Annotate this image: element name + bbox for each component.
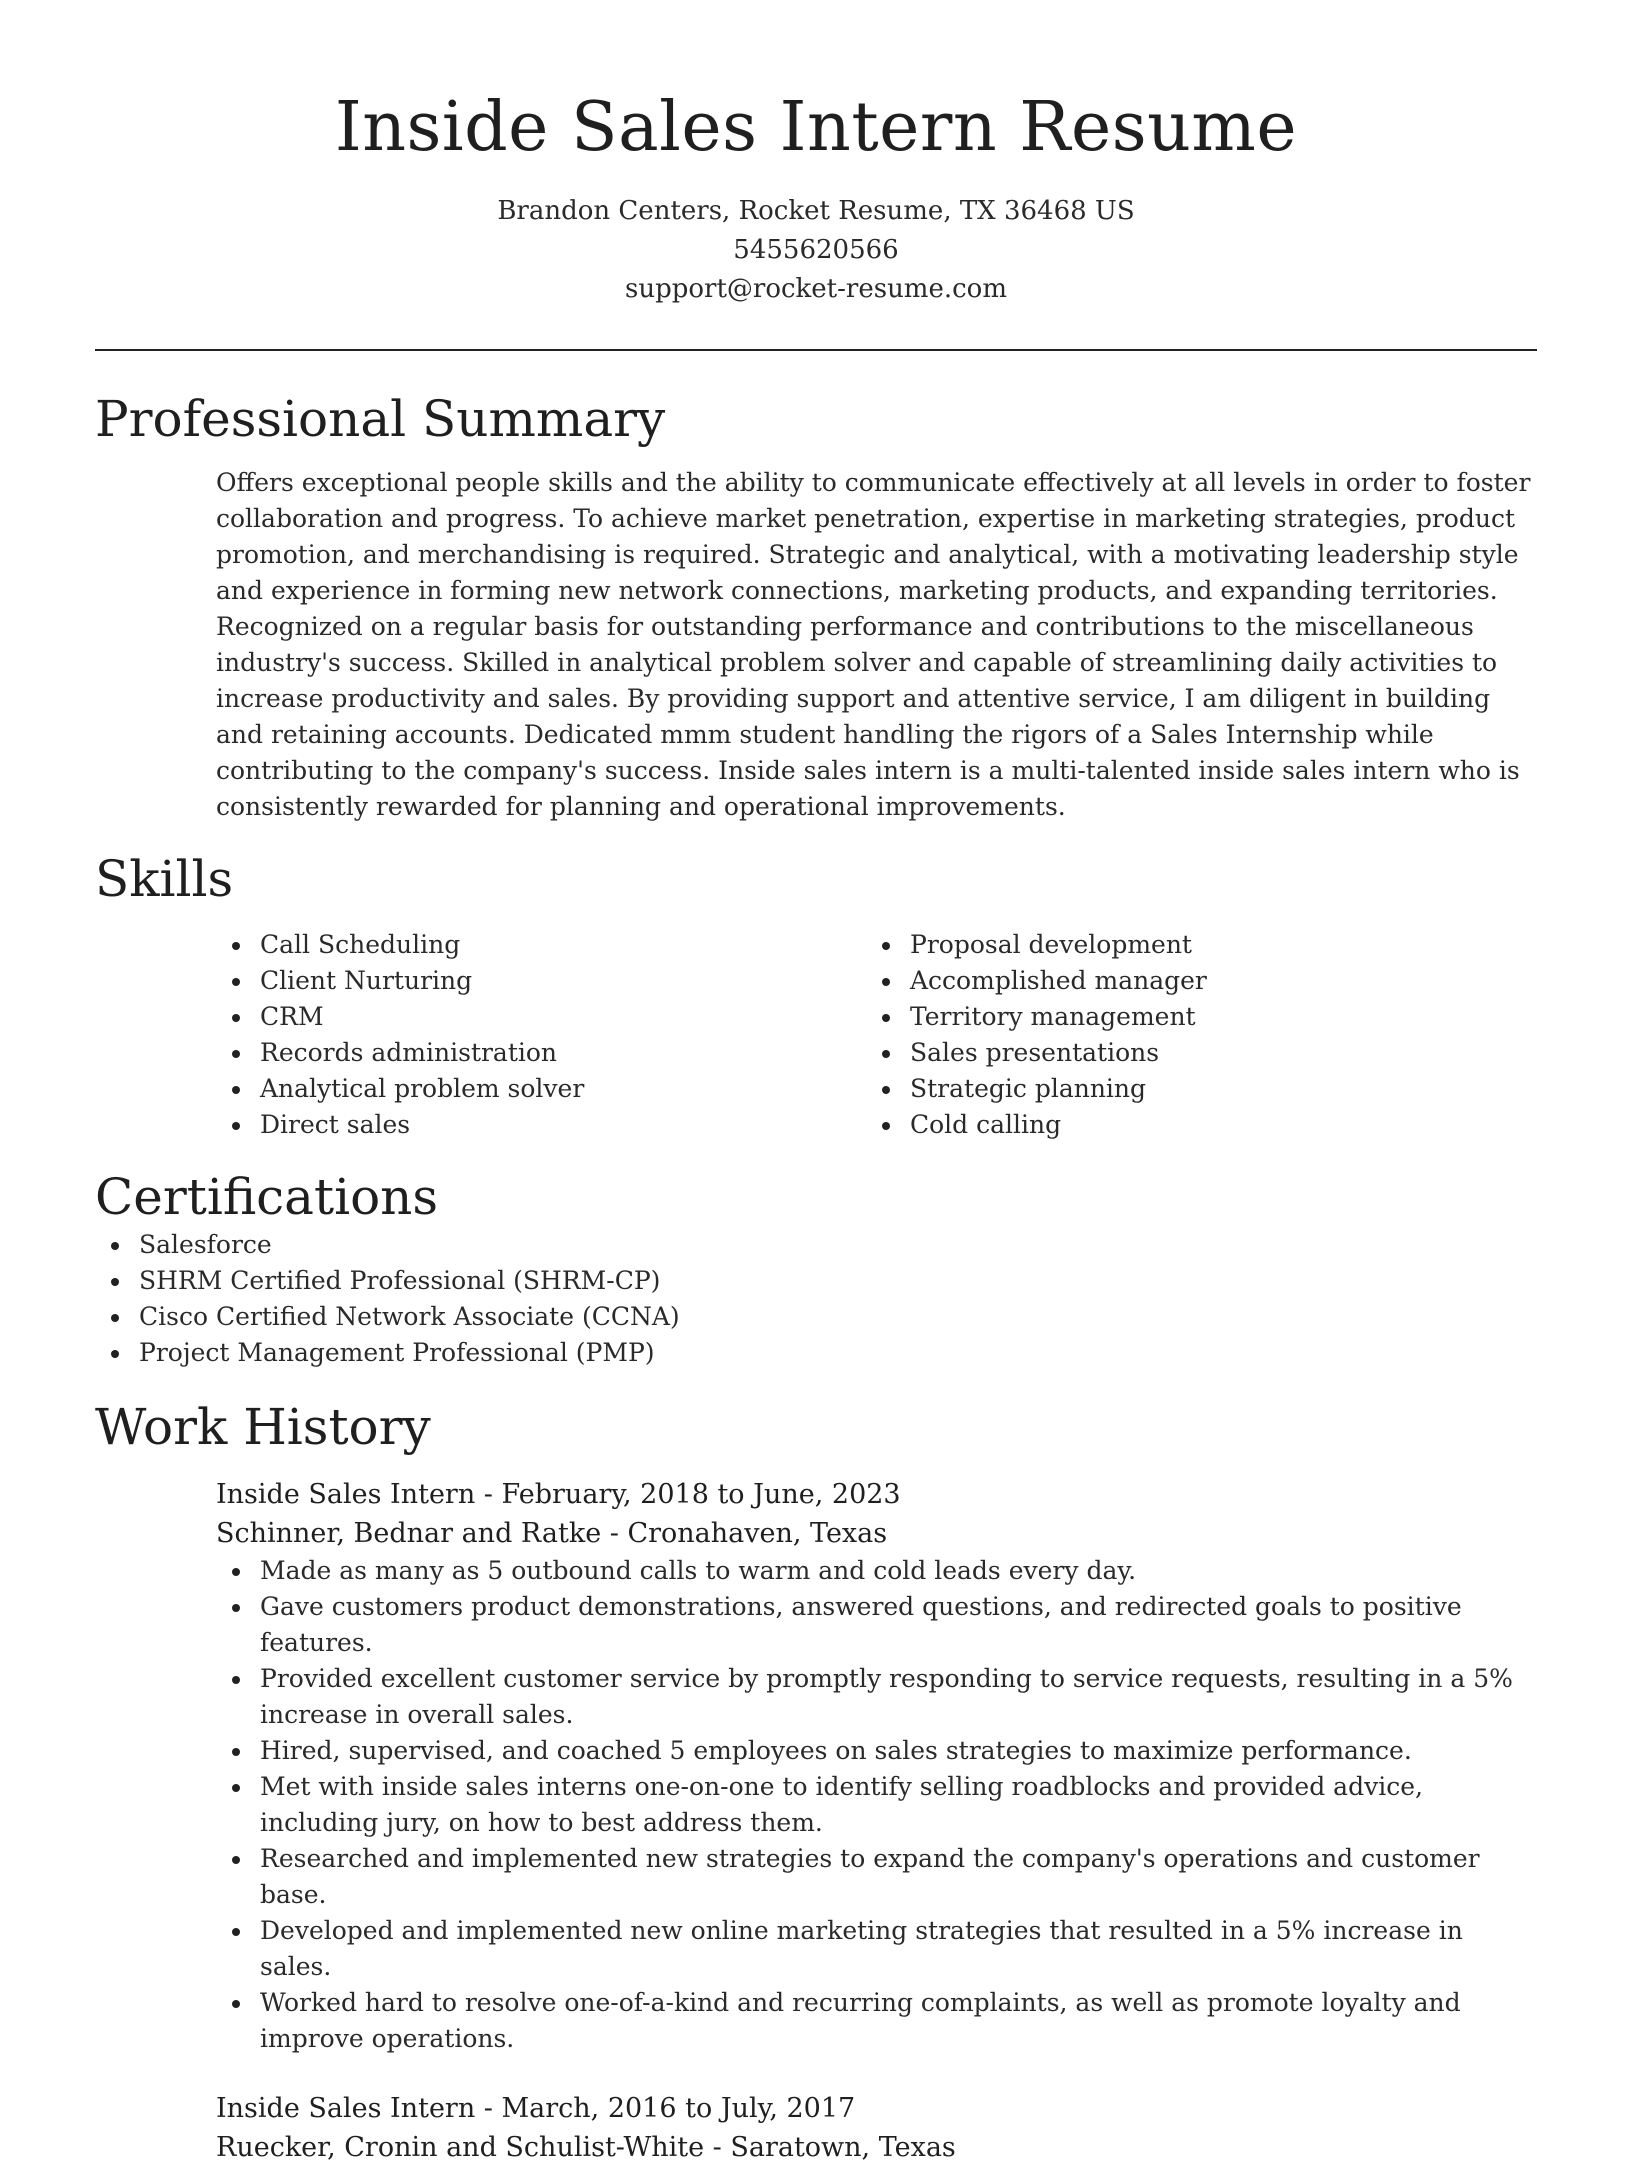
skills-column-left bbox=[216, 927, 866, 1143]
skill-item: Call Scheduling bbox=[216, 927, 866, 963]
skill-item: Accomplished manager bbox=[866, 963, 1516, 999]
skill-item: Territory management bbox=[866, 999, 1516, 1035]
certifications-list bbox=[95, 1227, 1537, 1371]
certification-item: Project Management Professional (PMP) bbox=[95, 1335, 1537, 1371]
summary-text: Offers exceptional people skills and the ability to communicate effectively at all levels in order to foster collaboration and progress. To achieve market penetration, expertise in marketing strategies, product promotion, and merchandising is required. Strategic and analytical, with a motivating leadership style and experience in forming new network connections, marketing products, and expanding territories. Recognized on a regular basis for outstanding performance and contributions to the miscellaneous industry's success. Skilled in analytical problem solver and capable of streamlining daily activities to increase productivity and sales. By providing support and attentive service, I am diligent in building and retaining accounts. Dedicated mmm student handling the rigors of a Sales Internship while contributing to the company's success. Inside sales intern is a multi-talented inside sales intern who is consistently rewarded for planning and operational improvements. bbox=[216, 468, 1531, 821]
job-entry bbox=[216, 1475, 1537, 2057]
job-duty-item: Worked hard to resolve one-of-a-kind and recurring complaints, as well as promote loyalty and improve operations. bbox=[216, 1985, 1537, 2057]
contact-phone: 5455620566 bbox=[733, 235, 899, 265]
job-duty-item: Hired, supervised, and coached 5 employees on sales strategies to maximize performance. bbox=[216, 1733, 1537, 1769]
skill-item: Sales presentations bbox=[866, 1035, 1516, 1071]
certifications-heading: Certifications bbox=[95, 1168, 439, 1226]
skill-item: Strategic planning bbox=[866, 1071, 1516, 1107]
certification-item: Cisco Certified Network Associate (CCNA) bbox=[95, 1299, 1537, 1335]
work-history-heading: Work History bbox=[95, 1398, 431, 1456]
summary-heading: Professional Summary bbox=[95, 390, 666, 448]
skill-item: Records administration bbox=[216, 1035, 866, 1071]
job-role-line: Inside Sales Intern - March, 2016 to July, 2017 bbox=[216, 2093, 856, 2124]
contact-info bbox=[95, 192, 1537, 309]
job-duty-item: Researched and implemented new strategies to expand the company's operations and customer base. bbox=[216, 1841, 1537, 1913]
job-company-line: Schinner, Bednar and Ratke - Cronahaven, Texas bbox=[216, 1518, 888, 1549]
skill-item: CRM bbox=[216, 999, 866, 1035]
job-duty-item: Developed and implemented new online marketing strategies that resulted in a 5% increase in sales. bbox=[216, 1913, 1537, 1985]
skill-item: Client Nurturing bbox=[216, 963, 866, 999]
page-title: Inside Sales Intern Resume bbox=[334, 88, 1298, 167]
contact-email: support@rocket-resume.com bbox=[624, 274, 1007, 304]
skill-item: Analytical problem solver bbox=[216, 1071, 866, 1107]
certification-item: SHRM Certified Professional (SHRM-CP) bbox=[95, 1263, 1537, 1299]
job-duty-item: Met with inside sales interns one-on-one to identify selling roadblocks and provided advice, including jury, on how to best address them. bbox=[216, 1769, 1537, 1841]
skill-item: Direct sales bbox=[216, 1107, 866, 1143]
skill-item: Proposal development bbox=[866, 927, 1516, 963]
skills-heading: Skills bbox=[95, 850, 234, 908]
skill-item: Cold calling bbox=[866, 1107, 1516, 1143]
job-duty-item: Gave customers product demonstrations, answered questions, and redirected goals to positive features. bbox=[216, 1589, 1537, 1661]
header-divider bbox=[95, 349, 1537, 351]
certification-item: Salesforce bbox=[95, 1227, 1537, 1263]
job-role-line: Inside Sales Intern - February, 2018 to June, 2023 bbox=[216, 1479, 901, 1510]
job-duties-list bbox=[216, 1553, 1537, 2057]
resume-page bbox=[95, 0, 1537, 2167]
job-company-line: Ruecker, Cronin and Schulist-White - Saratown, Texas bbox=[216, 2132, 956, 2163]
job-duty-item: Provided excellent customer service by promptly responding to service requests, resulting in a 5% increase in overall sales. bbox=[216, 1661, 1537, 1733]
contact-address: Brandon Centers, Rocket Resume, TX 36468 US bbox=[497, 196, 1135, 226]
job-duty-item: Made as many as 5 outbound calls to warm and cold leads every day. bbox=[216, 1553, 1537, 1589]
job-entry bbox=[216, 2089, 1537, 2167]
skills-column-right bbox=[866, 927, 1516, 1143]
skills-grid bbox=[216, 927, 1537, 1143]
